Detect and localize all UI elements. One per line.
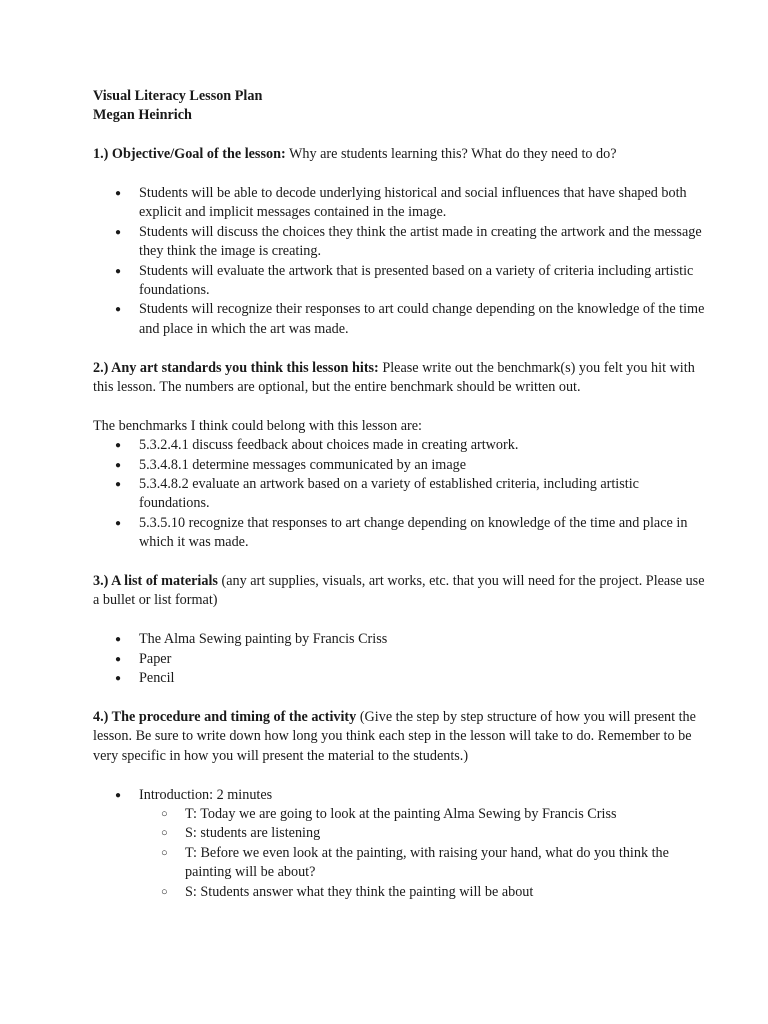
list-item (93, 786, 708, 805)
sub-list-item: ○ T: Before we even look at the painting, with raising your hand, what do you think the painting will be about? (93, 844, 708, 883)
section2-prompt: Please write out the benchmark(s) you felt you hit with this lesson. The numbers are optional, but the entire benchmark should be written out. (93, 359, 695, 396)
list-item: ● 5.3.4.8.2 evaluate an artwork based on a variety of established criteria, including artistic foundations. (93, 475, 708, 514)
section2-paragraph (93, 359, 708, 398)
list-item: ● Students will recognize their responses to art could change depending on the knowledge of the time and place in which the art was made. (93, 300, 708, 339)
list-item: ● Pencil (93, 669, 708, 688)
section4-heading: 4.) The procedure and timing of the activity (93, 708, 357, 725)
section4-prompt: (Give the step by step structure of how you will present the lesson. Be sure to write down how long you think each step in the lesson will take to do. Remember to be very specific in how you will present the material to the students.) (93, 708, 696, 764)
section2-list (93, 436, 708, 552)
section3-list (93, 630, 708, 688)
section3-prompt: (any art supplies, visuals, art works, etc. that you will need for the project. Please use a bullet or list format) (93, 573, 705, 609)
list-item: ● Students will discuss the choices they think the artist made in creating the artwork and the message they think the image is creating. (93, 223, 708, 262)
step-label: Introduction: 2 minutes (139, 786, 273, 803)
section4-paragraph (93, 708, 708, 766)
list-item: ● 5.3.2.4.1 discuss feedback about choices made in creating artwork. (93, 436, 708, 455)
section2-intro: The benchmarks I think could belong with this lesson are: (93, 417, 423, 434)
section2-heading: 2.) Any art standards you think this lesson hits: (93, 359, 379, 376)
list-item: ● Students will be able to decode underlying historical and social influences that have shaped both explicit and implicit messages contained in the image. (93, 184, 708, 223)
list-item: ● Paper (93, 650, 708, 669)
sub-list-item: ○ T: Today we are going to look at the painting Alma Sewing by Francis Criss (93, 805, 708, 824)
section4-list (93, 786, 708, 805)
section1-heading: 1.) Objective/Goal of the lesson: (93, 146, 286, 163)
list-item: ● The Alma Sewing painting by Francis Criss (93, 630, 708, 649)
section1-list (93, 184, 708, 339)
list-item: ● Students will evaluate the artwork that is presented based on a variety of criteria including artistic foundations. (93, 262, 708, 301)
sub-list-item: ○ S: Students answer what they think the painting will be about (93, 883, 708, 902)
sub-list-item: ○ S: students are listening (93, 824, 708, 843)
section4-sublist (93, 805, 708, 902)
section3-paragraph (93, 572, 708, 611)
section3-heading: 3.) A list of materials (93, 573, 218, 590)
list-item: ● 5.3.5.10 recognize that responses to art change depending on knowledge of the time and place in which it was made. (93, 514, 708, 553)
section1-paragraph (93, 145, 708, 164)
document-title: Visual Literacy Lesson Plan (93, 88, 263, 104)
section1-prompt: Why are students learning this? What do they need to do? (285, 146, 617, 163)
list-item: ● 5.3.4.8.1 determine messages communicated by an image (93, 456, 708, 475)
document-author: Megan Heinrich (93, 107, 192, 124)
